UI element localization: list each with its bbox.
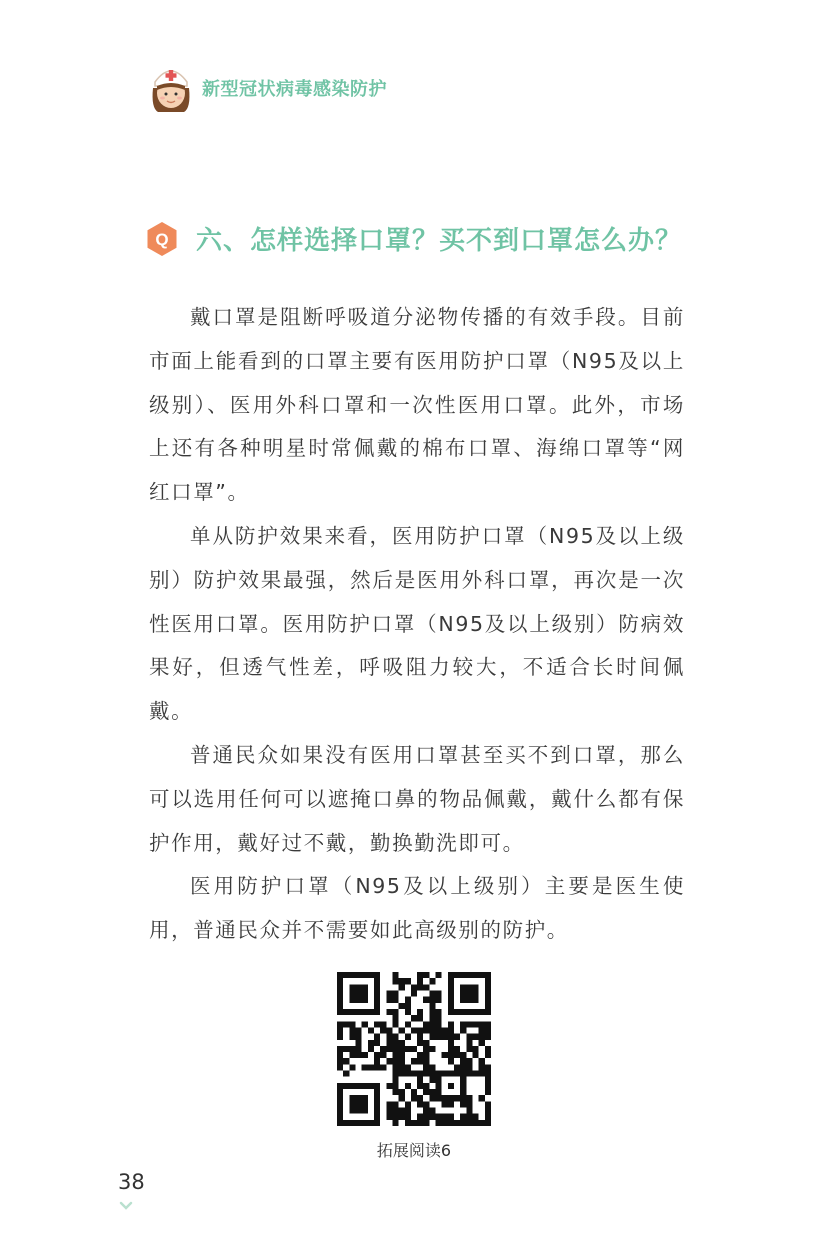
- paragraph: 单从防护效果来看，医用防护口罩（N95及以上级别）防护效果最强，然后是医用外科口罩，再次是一次性医用口罩。医用防护口罩（N95及以上级别）防病效果好，但透气性差，呼吸阻力较大，不适合长时间佩戴。: [149, 523, 685, 724]
- qr-code-icon[interactable]: [337, 972, 491, 1126]
- q-badge-letter: Q: [155, 229, 169, 249]
- question-heading: [146, 220, 682, 257]
- chevron-down-icon: [119, 1201, 133, 1210]
- page-header: [146, 62, 387, 114]
- question-title: 六、怎样选择口罩？买不到口罩怎么办？: [196, 226, 683, 256]
- qr-caption: 拓展阅读6: [376, 1141, 452, 1160]
- nurse-avatar-icon: [146, 62, 196, 114]
- page-number: 38: [118, 1170, 145, 1194]
- qr-block: [336, 972, 492, 1161]
- book-title: 新型冠状病毒感染防护: [202, 79, 387, 100]
- q-badge-icon: [146, 221, 178, 257]
- paragraph: 戴口罩是阻断呼吸道分泌物传播的有效手段。目前市面上能看到的口罩主要有医用防护口罩（N95及以上级别）、医用外科口罩和一次性医用口罩。此外，市场上还有各种明星时常佩戴的棉布口罩、海绵口罩等“网红口罩”。: [149, 305, 685, 505]
- paragraph: 普通民众如果没有医用口罩甚至买不到口罩，那么可以选用任何可以遮掩口鼻的物品佩戴，戴什么都有保护作用，戴好过不戴，勤换勤洗即可。: [149, 742, 685, 855]
- paragraph: 医用防护口罩（N95及以上级别）主要是医生使用，普通民众并不需要如此高级别的防护。: [149, 874, 685, 943]
- article-body: [149, 296, 685, 953]
